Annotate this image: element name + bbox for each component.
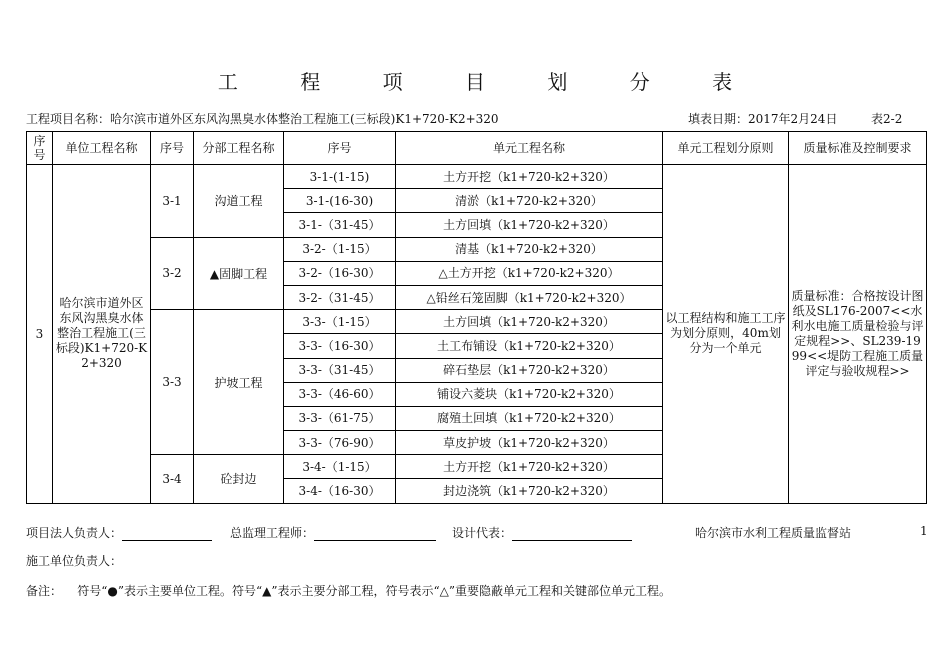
item-seq: 3-4-（1-15） (284, 455, 396, 479)
design-rep-signature (452, 524, 632, 541)
item-seq: 3-4-（16-30） (284, 479, 396, 503)
item-name: 清淤（k1+720-k2+320） (396, 189, 663, 213)
item-seq: 3-3-（76-90） (284, 431, 396, 455)
row-seq-no: 3 (27, 165, 53, 504)
item-name: 土方开挖（k1+720-k2+320） (396, 165, 663, 189)
item-name: 清基（k1+720-k2+320） (396, 237, 663, 261)
table-row (27, 165, 927, 189)
legal-rep-signature (26, 524, 212, 541)
sub-seq: 3-3 (151, 310, 194, 455)
col-sub-seq: 序号 (151, 132, 194, 165)
signature-line (122, 528, 212, 541)
item-seq: 3-2-（31-45） (284, 285, 396, 309)
item-name: 土方回填（k1+720-k2+320） (396, 310, 663, 334)
sub-name: 沟道工程 (194, 165, 284, 238)
col-division-principle: 单元工程划分原则 (663, 132, 789, 165)
item-name: 铺设六菱块（k1+720-k2+320） (396, 382, 663, 406)
sub-seq: 3-4 (151, 455, 194, 503)
fill-date: 填表日期：2017年2月24日 (688, 112, 838, 126)
item-name: △土方开挖（k1+720-k2+320） (396, 261, 663, 285)
col-seq-no: 序号 (27, 132, 53, 165)
sub-name: ▲固脚工程 (194, 237, 284, 310)
sub-name: 护坡工程 (194, 310, 284, 455)
col-item-seq: 序号 (284, 132, 396, 165)
item-name: 草皮护坡（k1+720-k2+320） (396, 431, 663, 455)
table-number: 表2-2 (871, 112, 903, 126)
item-seq: 3-1-(16-30) (284, 189, 396, 213)
item-seq: 3-3-（46-60） (284, 382, 396, 406)
project-name: 工程项目名称：哈尔滨市道外区东风沟黑臭水体整治工程施工(三标段)K1+720-K2+320 (26, 112, 499, 126)
supervision-station: 哈尔滨市水利工程质量监督站 (695, 526, 852, 540)
signature-line (314, 528, 436, 541)
item-seq: 3-2-（1-15） (284, 237, 396, 261)
col-quality-standard: 质量标准及控制要求 (789, 132, 927, 165)
chief-supervisor-signature (230, 524, 436, 541)
signature-line (512, 528, 632, 541)
col-sub-project: 分部工程名称 (194, 132, 284, 165)
row-division-principle: 以工程结构和施工工序为划分原则，40m划分为一个单元 (663, 165, 789, 504)
item-seq: 3-1-(1-15) (284, 165, 396, 189)
col-unit-project: 单位工程名称 (53, 132, 151, 165)
item-seq: 3-3-（61-75） (284, 406, 396, 430)
legal-rep-label: 项目法人负责人： (26, 526, 123, 540)
contractor-label: 施工单位负责人： (26, 554, 123, 568)
item-name: 腐殖土回填（k1+720-k2+320） (396, 406, 663, 430)
item-name: 封边浇筑（k1+720-k2+320） (396, 479, 663, 503)
sub-seq: 3-2 (151, 237, 194, 310)
row-unit-project: 哈尔滨市道外区东风沟黑臭水体整治工程施工(三标段)K1+720-K2+320 (53, 165, 151, 504)
col-item-name: 单元工程名称 (396, 132, 663, 165)
item-seq: 3-3-（31-45） (284, 358, 396, 382)
table-header-row (27, 132, 927, 165)
chief-supervisor-label: 总监理工程师： (230, 526, 315, 540)
design-rep-label: 设计代表： (452, 526, 513, 540)
item-name: △铅丝石笼固脚（k1+720-k2+320） (396, 285, 663, 309)
item-name: 碎石垫层（k1+720-k2+320） (396, 358, 663, 382)
item-seq: 3-1-（31-45） (284, 213, 396, 237)
sub-name: 砼封边 (194, 455, 284, 503)
remark-note: 备注： 符号“●”表示主要单位工程。符号“▲”表示主要分部工程，符号表示“△”重要隐蔽单元工程和关键部位单元工程。 (26, 584, 671, 598)
row-quality-standard: 质量标准：合格按设计图纸及SL176-2007<<水利水电施工质量检验与评定规程>>、SL239-1999<<堤防工程施工质量评定与验收规程>> (789, 165, 927, 504)
page-title: 工 程 项 目 划 分 表 (217, 70, 761, 94)
item-name: 土方开挖（k1+720-k2+320） (396, 455, 663, 479)
item-name: 土工布铺设（k1+720-k2+320） (396, 334, 663, 358)
sub-seq: 3-1 (151, 165, 194, 238)
item-seq: 3-2-（16-30） (284, 261, 396, 285)
item-seq: 3-3-（16-30） (284, 334, 396, 358)
item-name: 土方回填（k1+720-k2+320） (396, 213, 663, 237)
item-seq: 3-3-（1-15） (284, 310, 396, 334)
project-division-table (26, 131, 927, 504)
page-number: 1 (920, 524, 928, 538)
